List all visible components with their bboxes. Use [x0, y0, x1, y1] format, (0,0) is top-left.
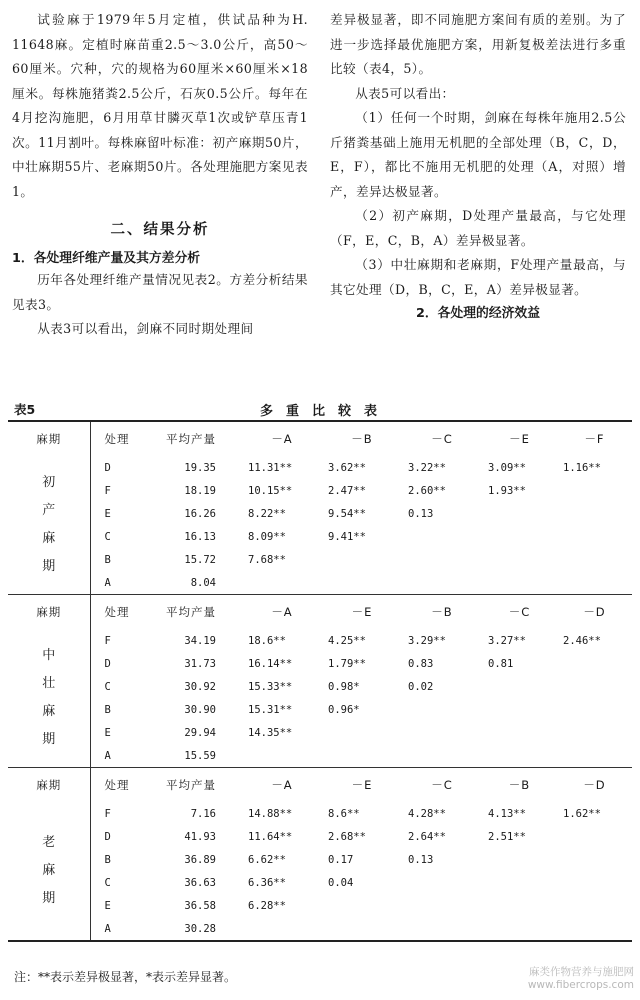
- table-row: [8, 502, 632, 525]
- table-row: [8, 871, 632, 894]
- header-comparison: －B: [402, 595, 482, 630]
- treatment-cell: D: [104, 830, 111, 843]
- comparison-cell: [557, 871, 632, 894]
- header-comparison: －A: [242, 595, 322, 630]
- comparison-cell: [402, 917, 482, 941]
- header-treatment: 处理: [90, 768, 152, 803]
- comparison-cell: 14.88**: [248, 807, 293, 820]
- treatment-cell: E: [104, 899, 111, 912]
- paragraph-table2: 历年各处理纤维产量情况见表2。方差分析结果见表3。: [12, 272, 308, 312]
- header-mean-yield: 平均产量: [166, 432, 216, 446]
- comparison-cell: [402, 525, 482, 548]
- header-comparison: －C: [482, 595, 557, 630]
- table-row: [8, 652, 632, 675]
- table-row: [8, 548, 632, 571]
- table-row: [8, 894, 632, 917]
- treatment-cell: C: [104, 680, 111, 693]
- header-mean-yield: 平均产量: [152, 595, 242, 630]
- treatment-cell: B: [104, 553, 111, 566]
- period-name: 老麻期: [8, 802, 90, 941]
- treatment-cell: E: [104, 507, 111, 520]
- comparison-cell: [557, 825, 632, 848]
- header-comparison: －C: [402, 768, 482, 803]
- header-comparison: －E: [509, 432, 530, 446]
- comparison-cell: [557, 675, 632, 698]
- multiple-comparison-table-wrapper: [8, 420, 632, 942]
- header-comparison: －B: [482, 768, 557, 803]
- header-comparison: －D: [557, 595, 632, 630]
- comparison-cell: 14.35**: [248, 726, 293, 739]
- watermark-line-2: www.fibercrops.com: [527, 979, 634, 991]
- multiple-comparison-table: [8, 420, 632, 942]
- comparison-cell: [557, 525, 632, 548]
- watermark: [528, 966, 634, 992]
- table-title: 多重比较表: [260, 404, 391, 419]
- comparison-cell: 0.04: [328, 876, 354, 889]
- comparison-cell: [557, 571, 632, 595]
- mean-yield-cell: 36.89: [184, 853, 216, 866]
- finding-1: （1）任何一个时期，剑麻在每株年施用2.5公斤猪粪基础上施用无机肥的全部处理（B，C，D，E，F），都比不施用无机肥的处理（A，对照）增产，差异达极显著。: [330, 110, 626, 199]
- comparison-cell: 11.64**: [248, 830, 293, 843]
- mean-yield-cell: 16.26: [184, 507, 216, 520]
- table-row: [8, 675, 632, 698]
- left-column: [12, 8, 308, 342]
- comparison-cell: 1.93**: [488, 484, 526, 497]
- period-header: 麻期: [8, 768, 90, 803]
- comparison-cell: [322, 917, 402, 941]
- comparison-cell: [242, 917, 322, 941]
- comparison-cell: 11.31**: [248, 461, 293, 474]
- comparison-cell: 9.54**: [328, 507, 366, 520]
- table-header-row: [8, 421, 632, 456]
- comparison-cell: 2.60**: [408, 484, 446, 497]
- header-comparison: －C: [431, 432, 453, 446]
- header-comparison: －A: [242, 768, 322, 803]
- comparison-cell: 0.17: [328, 853, 354, 866]
- mean-yield-cell: 18.19: [184, 484, 216, 497]
- comparison-cell: [402, 871, 482, 894]
- comparison-cell: [482, 871, 557, 894]
- comparison-cell: 15.31**: [248, 703, 293, 716]
- comparison-cell: [322, 548, 402, 571]
- comparison-cell: 3.22**: [408, 461, 446, 474]
- comparison-cell: 0.98*: [328, 680, 360, 693]
- comparison-cell: 2.68**: [328, 830, 366, 843]
- comparison-cell: 3.62**: [328, 461, 366, 474]
- mean-yield-cell: 30.28: [184, 922, 216, 935]
- comparison-cell: [482, 502, 557, 525]
- period-header: 麻期: [8, 421, 90, 456]
- comparison-cell: 4.25**: [328, 634, 366, 647]
- comparison-cell: [402, 571, 482, 595]
- comparison-cell: 9.41**: [328, 530, 366, 543]
- mean-yield-cell: 16.13: [184, 530, 216, 543]
- intro-paragraph: 试验麻于1979年5月定植，供试品种为H. 11648麻。定植时麻苗重2.5～3.0公斤，高50～60厘米。穴种，穴的规格为60厘米×60厘米×18厘米。每株施猪粪2.5公斤，石灰0.5公斤。每年在4月挖沟施肥，6月用草甘膦灭草1次或铲草压青1次。11月割叶。每株麻留叶标准：初产麻期50片，中壮麻期55片、老麻期50片。各处理施肥方案见表1。: [12, 12, 308, 199]
- treatment-cell: A: [104, 576, 111, 589]
- comparison-cell: [482, 721, 557, 744]
- comparison-cell: 15.33**: [248, 680, 293, 693]
- comparison-cell: [482, 698, 557, 721]
- comparison-cell: [482, 525, 557, 548]
- comparison-cell: 1.79**: [328, 657, 366, 670]
- comparison-cell: [402, 744, 482, 768]
- comparison-cell: 1.16**: [563, 461, 601, 474]
- comparison-cell: [482, 744, 557, 768]
- comparison-cell: 8.09**: [248, 530, 286, 543]
- comparison-cell: [557, 479, 632, 502]
- paragraph-from-table5: 从表5可以看出：: [355, 85, 455, 101]
- comparison-cell: 3.27**: [488, 634, 526, 647]
- header-comparison: －A: [271, 432, 293, 446]
- treatment-cell: C: [104, 876, 111, 889]
- comparison-cell: 0.96*: [328, 703, 360, 716]
- paragraph-table3: 从表3可以看出，剑麻不同时期处理间: [37, 321, 254, 336]
- table-row: [8, 456, 632, 479]
- subsection-2-title: 2．各处理的经济效益: [415, 306, 541, 321]
- comparison-cell: [557, 848, 632, 871]
- table-row: [8, 571, 632, 595]
- table-label: 表5: [14, 402, 36, 417]
- comparison-cell: 2.51**: [488, 830, 526, 843]
- treatment-cell: A: [104, 749, 111, 762]
- treatment-cell: D: [104, 461, 111, 474]
- comparison-cell: [242, 744, 322, 768]
- mean-yield-cell: 15.59: [184, 749, 216, 762]
- table-header-row: [8, 768, 632, 803]
- table-row: [8, 744, 632, 768]
- comparison-cell: 2.47**: [328, 484, 366, 497]
- comparison-cell: [402, 721, 482, 744]
- header-mean-yield: 平均产量: [152, 768, 242, 803]
- comparison-cell: [557, 894, 632, 917]
- table-row: [8, 917, 632, 941]
- comparison-cell: 0.02: [408, 680, 434, 693]
- comparison-cell: 0.83: [408, 657, 434, 670]
- comparison-cell: 8.22**: [248, 507, 286, 520]
- comparison-cell: 10.15**: [248, 484, 293, 497]
- mean-yield-cell: 15.72: [184, 553, 216, 566]
- treatment-cell: C: [104, 530, 111, 543]
- comparison-cell: [482, 675, 557, 698]
- mean-yield-cell: 36.63: [184, 876, 216, 889]
- period-name: 初产麻期: [8, 456, 90, 595]
- comparison-cell: [557, 917, 632, 941]
- mean-yield-cell: 8.04: [190, 576, 216, 589]
- comparison-cell: [482, 548, 557, 571]
- comparison-cell: 6.28**: [248, 899, 286, 912]
- comparison-cell: 0.13: [408, 853, 434, 866]
- table-row: [8, 629, 632, 652]
- treatment-cell: B: [104, 853, 111, 866]
- treatment-cell: F: [104, 634, 111, 647]
- comparison-cell: 2.46**: [563, 634, 601, 647]
- comparison-cell: 6.62**: [248, 853, 286, 866]
- comparison-cell: [557, 548, 632, 571]
- table-row: [8, 825, 632, 848]
- comparison-cell: 3.29**: [408, 634, 446, 647]
- watermark-line-1: 麻类作物营养与施肥网: [529, 966, 634, 978]
- treatment-cell: E: [104, 726, 111, 739]
- table-header-row: [8, 595, 632, 630]
- comparison-cell: [322, 894, 402, 917]
- comparison-cell: [402, 698, 482, 721]
- comparison-cell: [482, 848, 557, 871]
- comparison-cell: [557, 652, 632, 675]
- header-comparison: －E: [322, 595, 402, 630]
- comparison-cell: [557, 744, 632, 768]
- table-row: [8, 698, 632, 721]
- comparison-cell: [402, 894, 482, 917]
- mean-yield-cell: 7.16: [190, 807, 216, 820]
- comparison-cell: [482, 894, 557, 917]
- comparison-cell: [557, 698, 632, 721]
- mean-yield-cell: 30.92: [184, 680, 216, 693]
- table-row: [8, 802, 632, 825]
- comparison-cell: [482, 571, 557, 595]
- header-comparison: －B: [351, 432, 373, 446]
- section-title: 二、结果分析: [110, 222, 210, 238]
- mean-yield-cell: 41.93: [184, 830, 216, 843]
- mean-yield-cell: 36.58: [184, 899, 216, 912]
- comparison-cell: [322, 571, 402, 595]
- header-treatment: 处理: [104, 432, 130, 446]
- comparison-cell: [557, 721, 632, 744]
- mean-yield-cell: 31.73: [184, 657, 216, 670]
- period-name: 中壮麻期: [8, 629, 90, 768]
- subsection-1-title: 1．各处理纤维产量及其方差分析: [12, 251, 201, 266]
- header-comparison: －D: [557, 768, 632, 803]
- comparison-cell: 3.09**: [488, 461, 526, 474]
- comparison-cell: 6.36**: [248, 876, 286, 889]
- table-heading: [12, 400, 628, 420]
- comparison-cell: 0.81: [488, 657, 514, 670]
- comparison-cell: 18.6**: [248, 634, 286, 647]
- comparison-cell: [402, 548, 482, 571]
- header-comparison: －F: [584, 432, 605, 446]
- comparison-cell: 0.13: [408, 507, 434, 520]
- treatment-cell: F: [104, 807, 111, 820]
- comparison-cell: 4.13**: [488, 807, 526, 820]
- header-comparison: －E: [322, 768, 402, 803]
- comparison-cell: 16.14**: [248, 657, 293, 670]
- right-column: [330, 8, 626, 323]
- header-treatment: 处理: [90, 595, 152, 630]
- finding-3: （3）中壮麻期和老麻期，F处理产量最高，与其它处理（D，B，C，E，A）差异极显著。: [330, 257, 626, 297]
- finding-2: （2）初产麻期，D处理产量最高，与它处理（F，E，C，B，A）差异极显著。: [330, 208, 626, 248]
- comparison-cell: [557, 502, 632, 525]
- comparison-cell: [322, 721, 402, 744]
- comparison-cell: 8.6**: [328, 807, 360, 820]
- comparison-cell: 2.64**: [408, 830, 446, 843]
- mean-yield-cell: 30.90: [184, 703, 216, 716]
- period-header: 麻期: [8, 595, 90, 630]
- comparison-cell: [242, 571, 322, 595]
- table-footnote: 注：**表示差异极显著，*表示差异显著。: [14, 970, 237, 984]
- comparison-cell: 1.62**: [563, 807, 601, 820]
- comparison-cell: [482, 917, 557, 941]
- mean-yield-cell: 19.35: [184, 461, 216, 474]
- comparison-cell: 4.28**: [408, 807, 446, 820]
- comparison-cell: [322, 744, 402, 768]
- treatment-cell: D: [104, 657, 111, 670]
- mean-yield-cell: 34.19: [184, 634, 216, 647]
- treatment-cell: F: [104, 484, 111, 497]
- treatment-cell: A: [104, 922, 111, 935]
- comparison-cell: 7.68**: [248, 553, 286, 566]
- mean-yield-cell: 29.94: [184, 726, 216, 739]
- table-row: [8, 479, 632, 502]
- table-row: [8, 721, 632, 744]
- treatment-cell: B: [104, 703, 111, 716]
- paragraph-continued: 差异极显著，即不同施肥方案间有质的差别。为了进一步选择最优施肥方案，用新复极差法进行多重比较（表4，5）。: [330, 12, 626, 76]
- table-row: [8, 848, 632, 871]
- table-row: [8, 525, 632, 548]
